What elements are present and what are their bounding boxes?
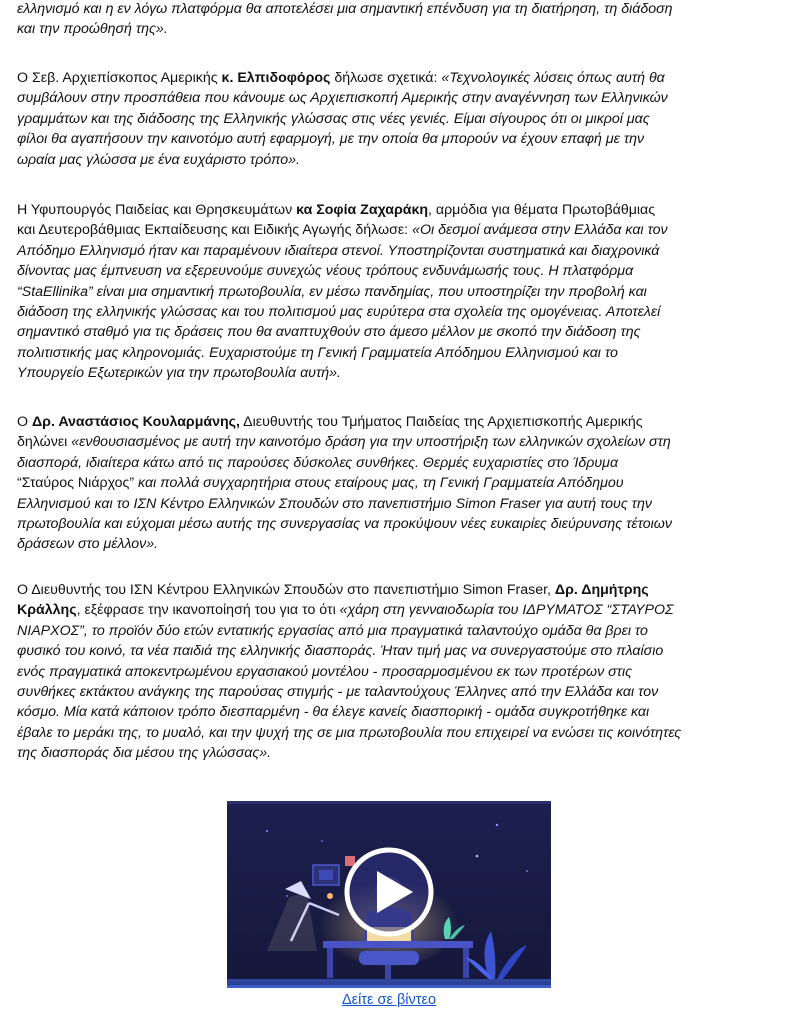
text-run: και πολλά συγχαρητήρια στους εταίρους μας, τη Γενική Γραμματεία Απόδημου xyxy=(134,475,624,492)
text-run: Υπουργείο Εξωτερικών για την πρωτοβουλία αυτή». xyxy=(17,365,341,382)
text-run: κ. Ελπιδοφόρος xyxy=(221,70,331,86)
text-run: σημαντικό σταθμό για τις δράσεις που θα αναπτυχθούν στο άμεσο μέλλον με σκοπό την διάδοση της xyxy=(17,324,641,341)
text-run: ενός πραγματικά αποκεντρωμένου εργασιακού μοντέλου - προσαρμοσμένου εκ των προτέρων στις xyxy=(17,663,633,680)
text-run: δράσεων στο μέλλον». xyxy=(17,536,159,553)
text-run: Ο Σεβ. Αρχιεπίσκοπος Αμερικής xyxy=(17,70,222,86)
text-run: Ελληνισμού και το ΙΣΝ Κέντρο Ελληνικών Σπουδών στο πανεπιστήμιο Simon Fraser για αυτή τους την xyxy=(17,495,652,512)
text-run: Ο xyxy=(17,414,32,430)
text-run: “Σταύρος Νιάρχος” xyxy=(17,475,135,492)
text-run: ελληνισμό και η εν λόγω πλατφόρμα θα αποτελέσει μια σημαντική επένδυση για τη διατήρηση, τη διάδοση xyxy=(17,1,673,17)
text-run: διάδοση της ελληνικής γλώσσας και του πολιτισμού μας ευρύτερα στα σχολεία της ομογένειας. Αποτελεί xyxy=(17,304,661,321)
quote-paragraph-archbishop xyxy=(17,68,765,170)
text-run: δίνοντας μας έμπνευση να εξερευνούμε συνεχώς νέους τρόπους ενδυνάμωσής τους. Η πλατφόρμα xyxy=(17,263,634,280)
text-run: ΝΙΑΡΧΟΣ”, το προϊόν δύο ετών εντατικής εργασίας από μια πραγματικά ταλαντούχο ομάδα θα βρει το xyxy=(17,622,648,639)
text-run: “StaEllinika” είναι μια σημαντική πρωτοβουλία, εν μέσω πανδημίας, που υποστηρίζει την προβολή και xyxy=(17,283,647,300)
text-run: διασπορά, ιδιαίτερα κάτω από τις παρούσες δύσκολες συνθήκες. Θερμές ευχαριστίες στο Ίδρυμα xyxy=(17,454,619,471)
video-thumbnail[interactable] xyxy=(227,801,551,988)
text-run: Διευθυντής του Τμήματος Παιδείας της Αρχιεπισκοπής Αμερικής xyxy=(239,414,643,430)
text-run: φυσικό του κοινό, τα νέα παιδιά της ελληνικής διασποράς. Ήταν τιμή μας να συνεργαστούμε στο πλαίσιο xyxy=(17,643,664,660)
quote-paragraph-sfu-director xyxy=(17,580,765,764)
text-run: και την προώθησή της». xyxy=(17,21,168,38)
text-run: της διασποράς δια μέσου της γλώσσας». xyxy=(17,745,272,762)
text-run: δηλώνει xyxy=(17,434,72,451)
text-run: Κράλλης xyxy=(17,602,77,619)
quote-paragraph-intro-end xyxy=(17,0,765,40)
text-run: κα Σοφία Ζαχαράκη xyxy=(296,202,429,218)
quote-paragraph-deputy-minister xyxy=(17,200,765,384)
quote-paragraph-education-director xyxy=(17,412,765,555)
text-run: πολιτιστικής μας κληρονομιάς. Ευχαριστούμε τη Γενική Γραμματεία Απόδημου Ελληνισμού και το xyxy=(17,344,618,361)
text-run: κόσμο. Μία κατά κάποιον τρόπο διεσπαρμένη - θα έλεγε κανείς διασπορική - ομάδα συγκροτήθηκε και xyxy=(17,704,650,721)
text-run: ωραία μας γλώσσα με ένα ευχάριστο τρόπο». xyxy=(17,151,300,168)
text-run: δήλωσε σχετικά: xyxy=(330,70,442,86)
text-run: «χάρη στη γενναιοδωρία του ΙΔΡΥΜΑΤΟΣ “ΣΤΑΥΡΟΣ xyxy=(339,602,674,619)
text-run: , εξέφρασε την ικανοποίησή του για το ότι xyxy=(76,602,340,619)
text-run: Δρ. Δημήτρης xyxy=(554,582,649,598)
text-run: , αρμόδια για θέματα Πρωτοβάθμιας xyxy=(428,202,656,218)
text-run: Απόδημο Ελληνισμό ήταν και παραμένουν ιδιαίτερα στενοί. Υποστηρίζονται συστηματικά και διαχρονικά xyxy=(17,242,660,259)
text-run: γραμμάτων και της διάδοσης της Ελληνικής γλώσσας στις νέες γενιές. Είμαι σίγουρος ότι οι μικροί μας xyxy=(17,110,650,127)
text-run: φίλοι θα αγαπήσουν την καινοτόμο αυτή εφαρμογή, με την οποία θα μπορούν να έχουν επαφή με την xyxy=(17,131,645,148)
text-run: Ο Διευθυντής του ΙΣΝ Κέντρου Ελληνικών Σπουδών στο πανεπιστήμιο Simon Fraser, xyxy=(17,582,555,598)
text-run: «ενθουσιασμένος με αυτή την καινοτόμο δράση για την υποστήριξη των ελληνικών σχολείων στη xyxy=(71,434,671,451)
play-button[interactable] xyxy=(347,850,431,934)
text-run: «Τεχνολογικές λύσεις όπως αυτή θα xyxy=(441,70,665,86)
text-run: έβαλε το μεράκι της, το μυαλό, και την ψυχή της σε μια πρωτοβουλία που επιχειρεί να ενώσει τις κοινότητες xyxy=(17,724,682,741)
text-run: συνθήκες εκτάκτου ανάγκης της παρούσας στιγμής - με ταλαντούχους Έλληνες από την Ελλάδα και τον xyxy=(17,684,659,701)
text-run: και Δευτεροβάθμιας Εκπαίδευσης και Ειδικής Αγωγής δήλωσε: xyxy=(17,222,413,239)
watch-video-link[interactable]: Δείτε σε βίντεο xyxy=(341,992,437,1008)
video-illustration xyxy=(227,801,551,988)
text-run: Η Υφυπουργός Παιδείας και Θρησκευμάτων xyxy=(17,202,297,218)
text-run: «Οι δεσμοί ανάμεσα στην Ελλάδα και τον xyxy=(412,222,668,239)
text-run: πρωτοβουλία και εύχομαι μέσω αυτής της συνεργασίας να προκύψουν νέες ευκαιρίες διεύρυνσης τέτοιων xyxy=(17,516,672,533)
text-run: συμβάλουν στην προσπάθεια που κάνουμε ως Αρχιεπισκοπή Αμερικής στην αναγέννηση των Ελληνικών xyxy=(17,90,668,107)
text-run: Δρ. Αναστάσιος Κουλαρμάνης, xyxy=(31,414,240,430)
